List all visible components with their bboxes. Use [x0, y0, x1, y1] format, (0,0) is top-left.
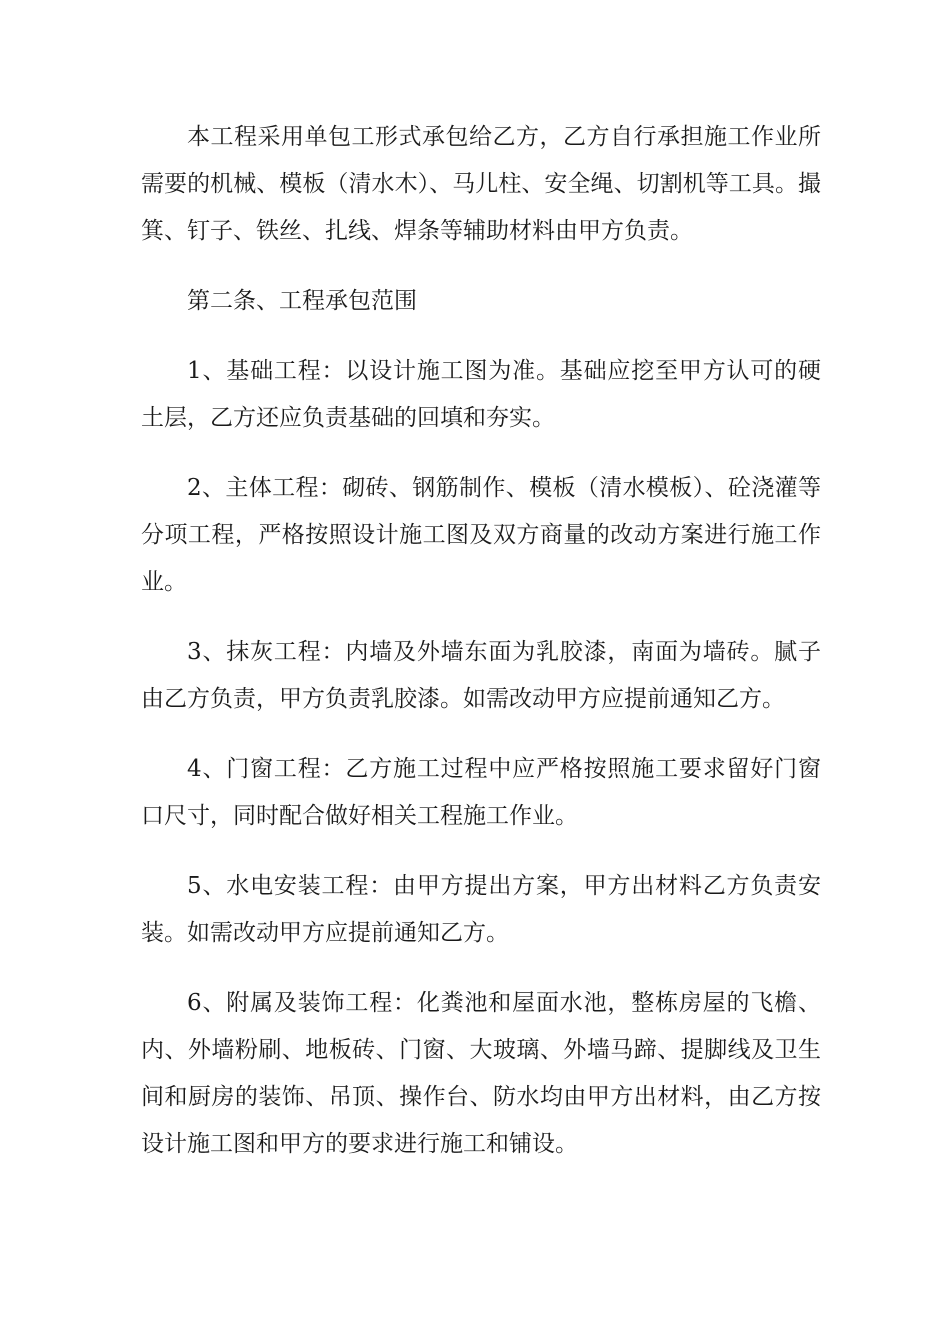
- document-body: [141, 114, 821, 1191]
- paragraph-main-structure: 2、主体工程：砌砖、钢筋制作、模板（清水模板）、砼浇灌等分项工程，严格按照设计施工图及双方商量的改动方案进行施工作业。: [141, 475, 821, 595]
- section-heading-scope: 第二条、工程承包范围: [187, 288, 417, 314]
- paragraph-plastering: 3、抹灰工程：内墙及外墙东面为乳胶漆，南面为墙砖。腻子由乙方负责，甲方负责乳胶漆。如需改动甲方应提前通知乙方。: [141, 639, 821, 712]
- paragraph-tools-materials: 本工程采用单包工形式承包给乙方，乙方自行承担施工作业所需要的机械、模板（清水木）、马儿柱、安全绳、切割机等工具。撮箕、钉子、铁丝、扎线、焊条等辅助材料由甲方负责。: [141, 124, 821, 244]
- paragraph-plumbing-electrical: 5、水电安装工程：由甲方提出方案，甲方出材料乙方负责安装。如需改动甲方应提前通知乙方。: [141, 873, 821, 946]
- paragraph-doors-windows: 4、门窗工程：乙方施工过程中应严格按照施工要求留好门窗口尺寸，同时配合做好相关工程施工作业。: [141, 756, 821, 829]
- paragraph-decoration: 6、附属及装饰工程：化粪池和屋面水池，整栋房屋的飞檐、内、外墙粉刷、地板砖、门窗、大玻璃、外墙马蹄、提脚线及卫生间和厨房的装饰、吊顶、操作台、防水均由甲方出材料，由乙方按设计施工图和甲方的要求进行施工和铺设。: [141, 990, 821, 1157]
- paragraph-foundation-work: 1、基础工程：以设计施工图为准。基础应挖至甲方认可的硬土层，乙方还应负责基础的回填和夯实。: [141, 358, 821, 431]
